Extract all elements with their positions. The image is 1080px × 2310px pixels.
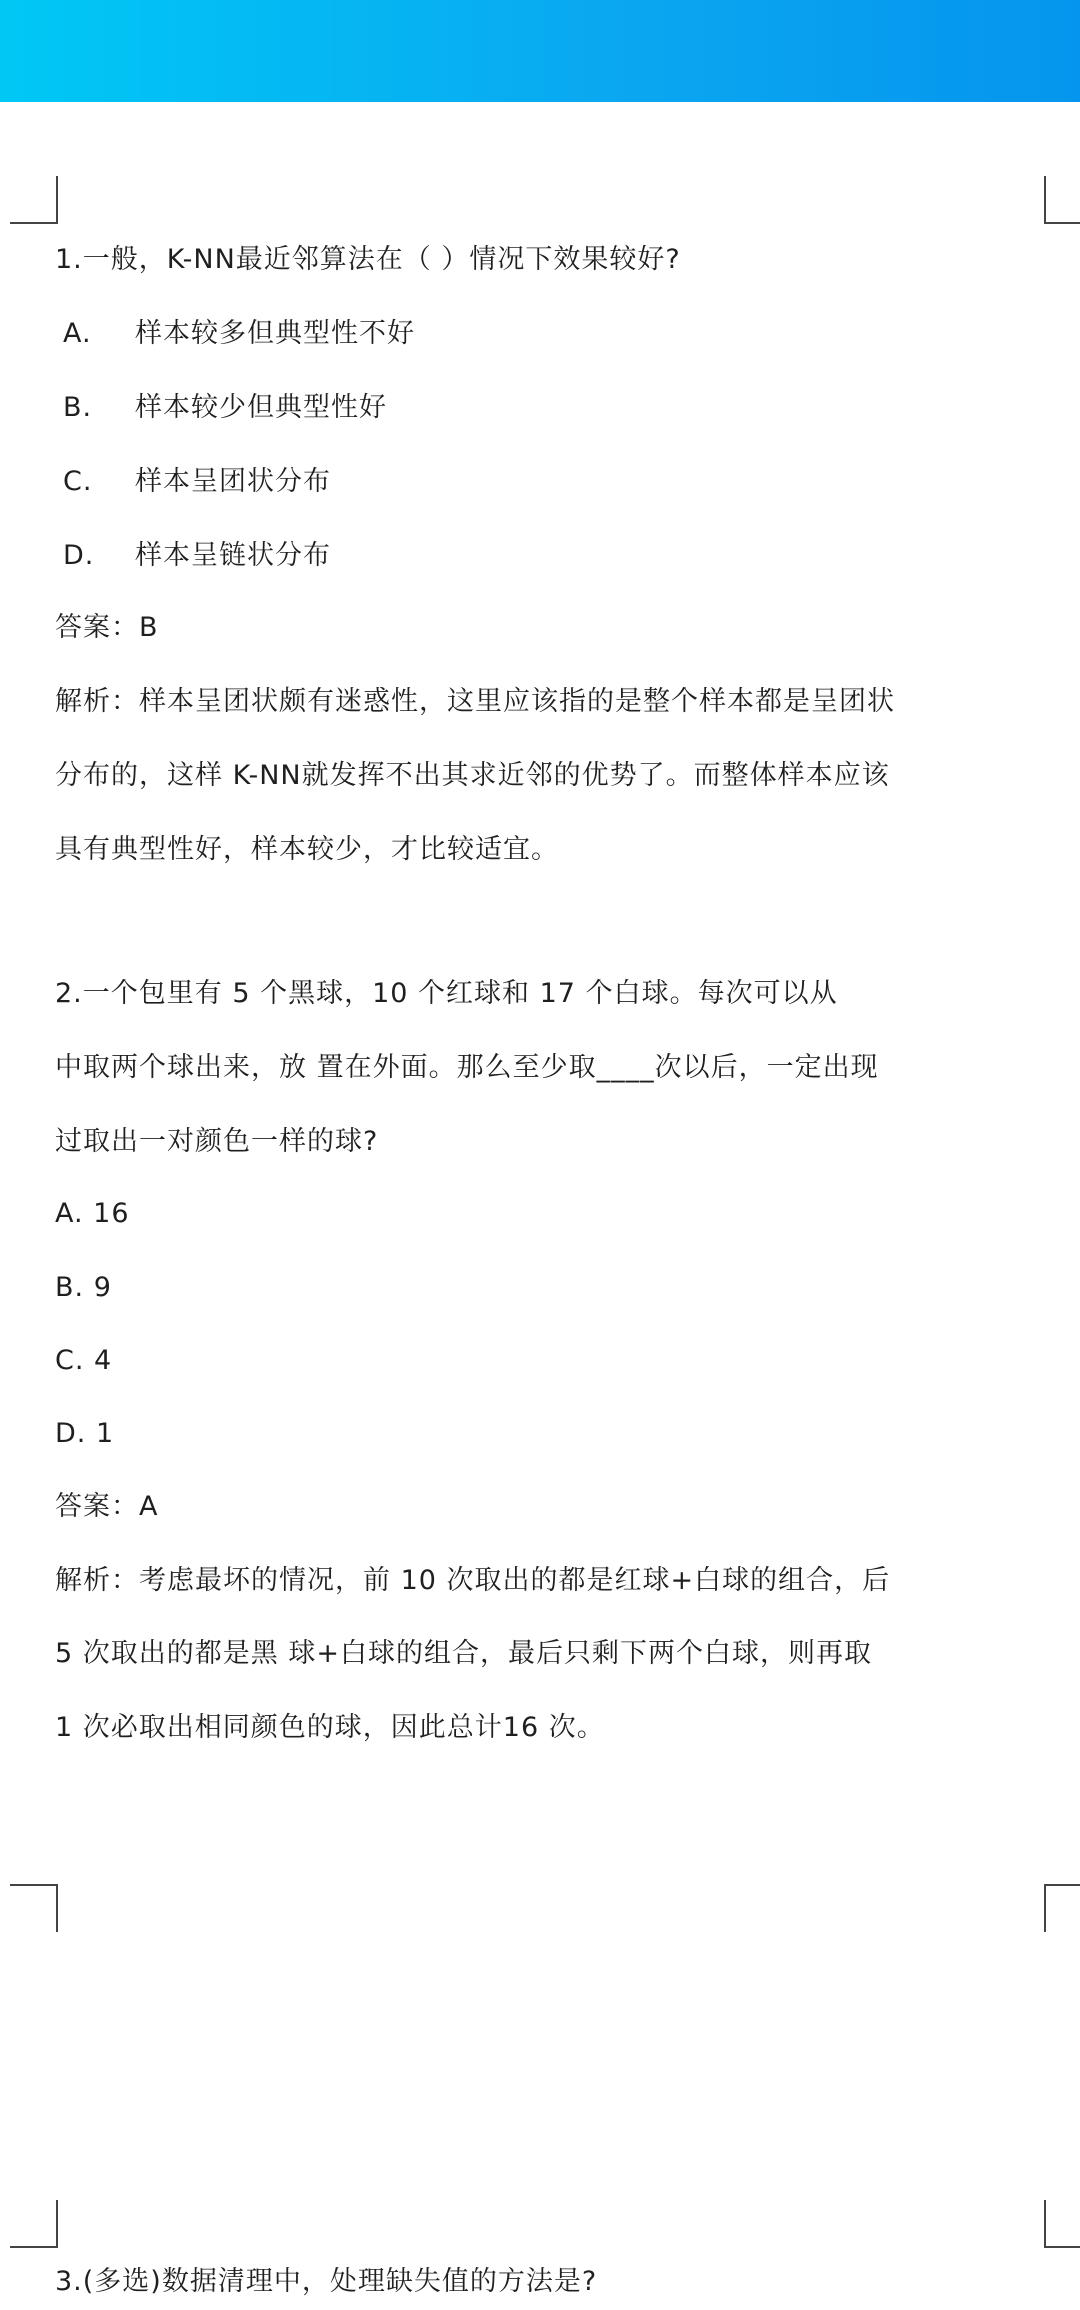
question-1-option-b bbox=[55, 390, 1040, 426]
question-2-analysis-line-3: 1 次必取出相同颜色的球，因此总计16 次。 bbox=[55, 1712, 605, 1743]
option-letter: D. bbox=[63, 540, 95, 571]
crop-mark-top-right bbox=[1044, 176, 1080, 224]
option-text: 样本呈链状分布 bbox=[135, 540, 331, 571]
question-1-option-c bbox=[55, 464, 1040, 500]
crop-mark-top-right bbox=[1044, 2200, 1080, 2248]
question-1-analysis-line-3: 具有典型性好，样本较少，才比较适宜。 bbox=[55, 834, 559, 865]
question-1-answer: 答案：B bbox=[55, 612, 159, 643]
question-2-option-a: A. 16 bbox=[55, 1198, 130, 1229]
question-2-answer: 答案：A bbox=[55, 1491, 159, 1522]
crop-mark-top-left bbox=[10, 176, 58, 224]
question-1-option-a bbox=[55, 316, 1040, 352]
question-1-text: 1.一般，K-NN最近邻算法在（ ）情况下效果较好? bbox=[55, 244, 681, 275]
question-3-text: 3.(多选)数据清理中，处理缺失值的方法是? bbox=[55, 2266, 598, 2297]
crop-mark-top-left bbox=[10, 2200, 58, 2248]
top-banner bbox=[0, 0, 1080, 102]
crop-mark-bottom-left bbox=[10, 1884, 58, 1932]
question-2-analysis-line-1: 解析：考虑最坏的情况，前 10 次取出的都是红球+白球的组合，后 bbox=[55, 1565, 891, 1596]
option-letter: B. bbox=[63, 392, 93, 423]
option-letter: C. bbox=[63, 466, 93, 497]
option-text: 样本呈团状分布 bbox=[135, 466, 331, 497]
question-2-option-c: C. 4 bbox=[55, 1345, 113, 1376]
question-2-option-d: D. 1 bbox=[55, 1418, 115, 1449]
crop-mark-bottom-right bbox=[1044, 1884, 1080, 1932]
question-2-text-line-2: 中取两个球出来，放 置在外面。那么至少取____次以后，一定出现 bbox=[55, 1052, 879, 1083]
question-2-option-b: B. 9 bbox=[55, 1272, 112, 1303]
option-letter: A. bbox=[63, 318, 92, 349]
question-1-analysis-line-2: 分布的，这样 K-NN就发挥不出其求近邻的优势了。而整体样本应该 bbox=[55, 760, 890, 791]
question-2-text-line-3: 过取出一对颜色一样的球? bbox=[55, 1126, 379, 1157]
question-1-analysis-line-1: 解析：样本呈团状颇有迷惑性，这里应该指的是整个样本都是呈团状 bbox=[55, 686, 895, 717]
option-text: 样本较少但典型性好 bbox=[135, 392, 387, 423]
question-1-option-d bbox=[55, 538, 1040, 574]
question-2-text-line-1: 2.一个包里有 5 个黑球，10 个红球和 17 个白球。每次可以从 bbox=[55, 978, 838, 1009]
option-text: 样本较多但典型性不好 bbox=[135, 318, 415, 349]
question-2-analysis-line-2: 5 次取出的都是黑 球+白球的组合，最后只剩下两个白球，则再取 bbox=[55, 1638, 872, 1669]
